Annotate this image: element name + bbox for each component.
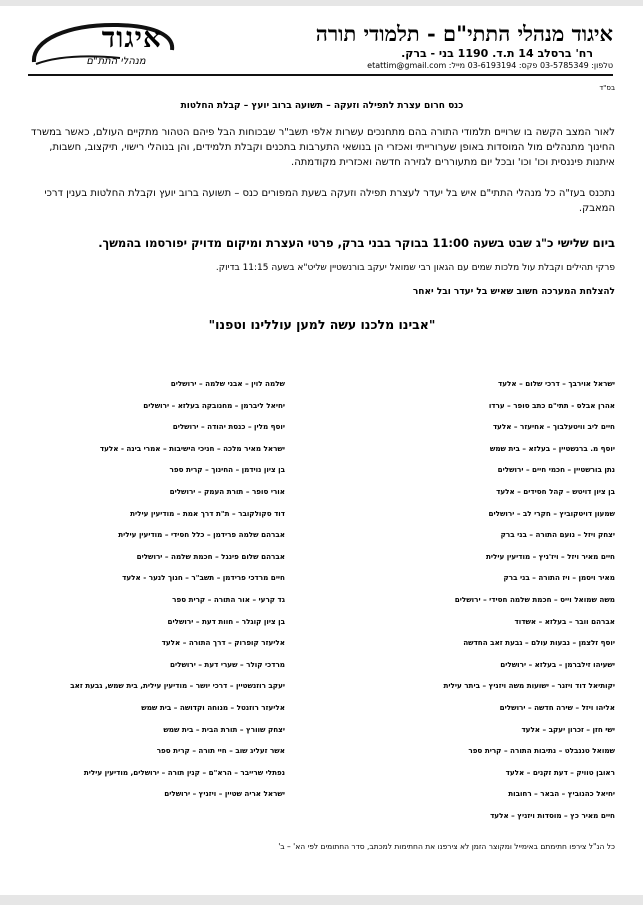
signatory: שמעון דויטקוביץ – חקרי לב – ירושלים	[488, 508, 615, 518]
org-title: איגוד מנהלי התתי"ם - תלמודי תורה	[315, 21, 613, 46]
signatory: יעקב רוזנשטיין – דרכי יושר – מודיעין עילית, בית שמש, גבעת זאב	[70, 681, 285, 691]
signatory: אליעזר קופרוק – דרך התורה – אלעד	[161, 638, 285, 648]
org-contact: טלפון: 03-5785349 פקס: 03-6193194 מייל: etattim@gmail.com	[367, 61, 613, 70]
signatory: יצחק שוורץ – תורת הבית – בית שמש	[163, 724, 285, 734]
signatory: שמואל טננבלט – נתיבות התורה – קרית ספר	[468, 746, 615, 756]
signatory: ראובן טוויק – דעת זקנים – אלעד	[505, 767, 615, 777]
signatory: מרדכי קולר – שערי דעת – ירושלים	[169, 659, 285, 669]
signatory: בן ציון קוגלר – חוות דעת – ירושלים	[167, 616, 285, 626]
signatory: אורי סופר – תורת העמק – ירושלים	[169, 486, 285, 496]
signatory: ישראל אריה שטיין – ויזניץ – ירושלים	[164, 789, 285, 799]
signatory: יוסף מלין – כנסת יהודה – ירושלים	[172, 422, 285, 432]
bottom-border	[0, 895, 643, 905]
signatory: אליעזר רוזנטל – מנוחה וקדושה – בית שמש	[141, 702, 285, 712]
logo-subtext: מנהלי התת"ם	[86, 56, 146, 67]
logo	[28, 22, 178, 70]
signatory: אברהם שלמה פרידמן – כלל חסידי – מודיעין עילית	[118, 530, 285, 540]
signatory: גד קרעי – אור התורה – קרית ספר	[172, 594, 285, 604]
prayer-quote: "אבינו מלכנו עשה למען עוללינו וטפנו"	[208, 317, 436, 332]
paragraph-gathering: נתכנס בעז"ה כל מנהלי התתי"ם איש בל יעדר לעצרת תפילה וזעקה בשעת המפורים כנס – תשועה ברוב יועץ וקבלת החלטות בענין דרכי המאבק.	[44, 188, 615, 214]
signatory: חיים מאיר כץ – מוסדות ויזניץ – אלעד	[490, 810, 615, 820]
signatory: יוסף זלצמן – נבעות עולם – גבעת זאב החדשה	[463, 638, 615, 648]
signatory: יחיאל כהנוביץ – הבאר – רחובות	[508, 789, 615, 799]
signatory: יוסף מ. ברנשטיין – בעלזא – בית שמש	[489, 443, 615, 453]
signatory: אברהם שלום פינגל – חכמת שלמה – ירושלים	[136, 551, 285, 561]
signatory: אהרן אבלס - תתי"ם כתב סופר – ערדו	[488, 400, 615, 410]
signatories-right-column	[325, 373, 615, 826]
signatory: ישעיהו זילברמן – בעלזא – ירושלים	[500, 659, 615, 669]
signatory: יחיאל ליברמן – מחנובקה בעלזא – ירושלים	[143, 400, 285, 410]
signatory: אליהו ויזל – שירה חדשה – ירושלים	[499, 702, 615, 712]
signatory: נפתלי שרייבר – הרא"ם – קנין תורה – ירושלים, מודיעין עילית	[83, 767, 285, 777]
footnote: כל הנ"ל צירפו חתימתם באימייל ומקוצר הזמן לא צירפנו את החתימות למכתב, סדר החתומים לפי הא' – ב'	[278, 842, 615, 851]
signatory: משה שמואל וייס – חכמת שלמה חסידי – ירושלים	[454, 594, 615, 604]
signatory: חיים ליב וויטעלבוך – אחיעזר – אלעד	[492, 422, 615, 432]
bsd-mark: בס"ד	[599, 84, 615, 92]
top-border	[0, 0, 643, 6]
signatory: חיים מרדכי פרידמן – תשב"ר – חנוך לנער - אלעד	[122, 573, 285, 583]
signatory: אברהם וובר – בעלזא – אשדוד	[514, 616, 615, 626]
signatory: ישי חזן – זכרון יעקב – אלעד	[521, 724, 615, 734]
signatory: נתן בורשטיין – חכמי חיים – ירושלים	[497, 465, 615, 475]
signatory: יצחק ויזל – נועם התורה – בני ברק	[500, 530, 615, 540]
signatory: דוד סקולקובר – ת"ת דרך אמת – מודיעין עילית	[130, 508, 285, 518]
subject-line: כנס חרום עצרת לתפילה וזעקה – תשועה ברוב יועץ – קבלת החלטות	[180, 101, 464, 111]
signatory: אשר זעליג שוב – חיי תורה – קרית ספר	[156, 746, 285, 756]
paragraph-situation: לאור המצב הקשה בו שרויים תלמודי התורה בהם מתחנכים עשרות אלפי תשב"ר שבכוחות הבל פיהם הטהור מתקיים העולם, כאשר במשרד החינוך מתנהלים מול המוסדות באופן שערורייתי ואכזרי הן בנושאי התערבות בתכנים וקבלת תלמידים, והן בנוהלי רישוי, תיקצוב, חשבות, איתנות פיננסית וכו' וכו' ובכל יום מתעוררים לגזירה חדשה ואכזרית מקודמתה.	[30, 127, 615, 168]
org-address: רח' ברסלב 14 ת.ד. 1190 בני - ברק.	[401, 47, 593, 60]
paragraph-attendance: להצלחת המערכה חשוב שאיש בל יעדר ובל יאחר	[412, 287, 615, 297]
signatory: ישראל אוירבך – דרכי שלום – אלעד	[498, 379, 615, 388]
signatory: בן ציון דויטש – קהל חסידים – אלעד	[496, 486, 615, 496]
logo-text: איגוד	[101, 21, 162, 54]
paragraph-tehillim: פרקי תהילים וקבלת עול מלכות שמים עם הגאון רבי שמואל יעקב בורנשטיין שליט"א בשעה 11:15 בדיוק.	[215, 263, 615, 273]
letterhead	[28, 22, 613, 72]
signatory: מאיר ויסמן – ויז התורה – בני ברק	[503, 573, 615, 583]
event-announcement: ביום שלישי כ"ג שבט בשעה 11:00 בבוקר בבני ברק, פרטי העצרת ומיקום מדויק יפורסמו בהמשך.	[98, 236, 615, 250]
header-divider	[28, 74, 613, 76]
signatory: ישראל מאיר מלכה – חניכי הישיבות – אמרי בינה - אלעד	[99, 443, 285, 453]
signatory: שלמה לוין – אבני שלמה – ירושלים	[170, 379, 285, 388]
signatories-left-column	[20, 373, 285, 805]
signatory: בן ציון נוידמן – החינוך – קרית ספר	[169, 465, 285, 475]
signatory: חיים מאיר ויזל – ויז'ניץ – מודיעין עילית	[485, 551, 615, 561]
signatory: יקותיאל דוד ויזנר – ישועות משה ויזניץ – ביתר עילית	[443, 681, 615, 691]
